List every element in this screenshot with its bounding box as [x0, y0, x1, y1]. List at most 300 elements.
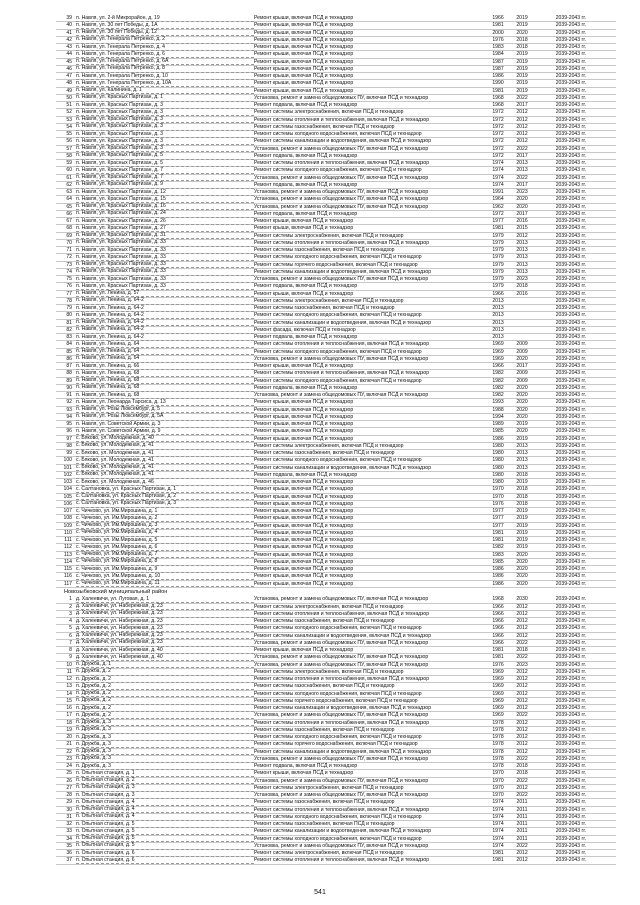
address-cell: п. Опытная станция, д. 6	[76, 857, 254, 864]
last-repair-year-cell: 2011	[516, 799, 528, 806]
work-type-cell: Ремонт системы электроснабжения, включая ПСД и технадзор	[254, 784, 404, 791]
work-type-cell: Ремонт крыши, включая ПСД и технадзор	[254, 479, 354, 485]
construction-year-cell: 1991	[492, 189, 504, 195]
last-repair-year-cell: 2012	[516, 850, 528, 856]
row-number: 64	[66, 196, 72, 203]
row-number: 43	[66, 44, 72, 50]
last-repair-year-cell: 2013	[516, 167, 528, 174]
table-body-top	[56, 15, 616, 588]
row-number: 74	[66, 268, 72, 275]
address-cell: п. Навля, ул. 30 лет Победы, д. 12	[76, 29, 254, 36]
row-number: 66	[66, 210, 72, 217]
last-repair-year-cell: 2015	[516, 225, 528, 232]
row-number: 86	[66, 355, 72, 362]
planned-period-cell: 2039-2043 гг.	[555, 428, 586, 435]
last-repair-year-cell: 2022	[516, 654, 528, 661]
row-number: 75	[66, 276, 72, 282]
planned-period-cell: 2039-2043 гг.	[555, 145, 586, 152]
address-cell: п. Навля, ул. Ленина, д. 68	[76, 377, 254, 384]
planned-period-cell: 2039-2043 гг.	[555, 661, 586, 668]
construction-year-cell: 1986	[492, 435, 504, 442]
planned-period-cell: 2039-2043 гг.	[555, 500, 586, 507]
construction-year-cell: 1972	[492, 138, 504, 145]
address-cell: п. Навля, ул. Красных Партизан, д. 15	[76, 196, 254, 203]
last-repair-year-cell: 2012	[516, 705, 528, 711]
row-number: 85	[66, 348, 72, 355]
planned-period-cell: 2039-2043 гг.	[555, 508, 586, 514]
work-type-cell: Ремонт системы холодного водоснабжения, включая ПСД и технадзор	[254, 348, 422, 355]
address-cell: с. Чичково, ул. Им.Мирошина, д. 11	[76, 580, 254, 587]
construction-year-cell: 1978	[492, 726, 504, 733]
construction-year-cell: 1976	[492, 661, 504, 668]
row-number: 88	[66, 370, 72, 377]
planned-period-cell: 2039-2043 гг.	[555, 835, 586, 842]
last-repair-year-cell: 2017	[516, 102, 528, 108]
planned-period-cell: 2039-2043 гг.	[555, 618, 586, 624]
work-type-cell: Ремонт системы отопления и теплоснабжения, включая ПСД и технадзор	[254, 160, 430, 166]
construction-year-cell: 1989	[492, 421, 504, 427]
work-type-cell: Ремонт системы канализации и водоотведения, включая ПСД и технадзор	[254, 319, 432, 326]
work-type-cell: Ремонт подвала, включая ПСД и технадзор	[254, 102, 358, 108]
row-number: 106	[63, 500, 72, 507]
address-cell: п. Навля, ул. Ленина, д. 64-2	[76, 312, 254, 319]
row-number: 55	[66, 131, 72, 137]
construction-year-cell: 1972	[492, 109, 504, 116]
row-number: 45	[66, 58, 72, 65]
work-type-cell: Ремонт крыши, включая ПСД и технадзор	[254, 770, 354, 777]
address-cell: п. Дружба, д. 3	[76, 719, 254, 726]
address-cell: п. Навля, ул. Советской Армии, д. 3	[76, 421, 254, 428]
construction-year-cell: 1969	[492, 712, 504, 719]
planned-period-cell: 2039-2043 гг.	[555, 254, 586, 261]
planned-period-cell: 2039-2043 гг.	[555, 741, 586, 748]
address-cell: п. Навля, ул. Красных Партизан, д. 33	[76, 247, 254, 254]
planned-period-cell: 2039-2043 гг.	[555, 123, 586, 130]
construction-year-cell: 1968	[492, 94, 504, 101]
row-number: 81	[66, 319, 72, 326]
work-type-cell: Ремонт крыши, включая ПСД и технадзор	[254, 51, 354, 58]
construction-year-cell: 2013	[492, 319, 504, 326]
row-number: 62	[66, 181, 72, 188]
work-type-cell: Ремонт системы холодного водоснабжения, включая ПСД и технадзор	[254, 690, 422, 697]
address-cell: п. Опытная станция, д. 1	[76, 770, 254, 777]
address-cell: д. Халеевичи, ул. Набережная, д. 23	[76, 625, 254, 632]
work-type-cell: Ремонт системы канализации и водоотведения, включая ПСД и технадзор	[254, 828, 432, 835]
work-type-cell: Ремонт системы горячего водоснабжения, включая ПСД и технадзор	[254, 261, 418, 268]
address-cell: п. Дружба, д. 2	[76, 690, 254, 697]
construction-year-cell: 1985	[492, 558, 504, 565]
construction-year-cell: 1987	[492, 58, 504, 65]
row-number: 82	[66, 326, 72, 333]
planned-period-cell: 2039-2043 гг.	[555, 174, 586, 181]
last-repair-year-cell: 2019	[516, 522, 528, 529]
construction-year-cell: 1983	[492, 44, 504, 50]
work-type-cell: Ремонт системы канализации и водоотведения, включая ПСД и технадзор	[254, 464, 432, 471]
row-number: 7	[69, 639, 72, 646]
last-repair-year-cell: 2011	[516, 821, 528, 827]
work-type-cell: Ремонт системы отопления и теплоснабжения, включая ПСД и технадзор	[254, 806, 430, 813]
planned-period-cell: 2039-2043 гг.	[555, 734, 586, 740]
address-cell: п. Навля, ул. Генерала Петренко, д. 2	[76, 36, 254, 43]
work-type-cell: Ремонт фасада, включая ПСД и технадзор	[254, 326, 356, 333]
construction-year-cell: 1983	[492, 551, 504, 558]
work-type-cell: Установка, ремонт и замена общедомовых ПУ, включая ПСД и технадзор	[254, 392, 429, 398]
construction-year-cell: 1977	[492, 522, 504, 529]
planned-period-cell: 2039-2043 гг.	[555, 116, 586, 123]
address-cell: д. Халеевичи, ул. Набережная, д. 23	[76, 603, 254, 610]
work-type-cell: Ремонт системы электроснабжения, включая ПСД и технадзор	[254, 850, 404, 856]
planned-period-cell: 2039-2043 гг.	[555, 544, 586, 551]
last-repair-year-cell: 2009	[516, 377, 528, 384]
address-cell: п. Дружба, д. 2	[76, 705, 254, 712]
last-repair-year-cell: 2011	[516, 828, 528, 835]
row-number: 98	[66, 442, 72, 449]
address-cell: п. Дружба, д. 3	[76, 734, 254, 741]
address-cell: с. Бяково, ул. Молодежная, д. 40	[76, 435, 254, 442]
planned-period-cell: 2039-2043 гг.	[555, 697, 586, 704]
planned-period-cell: 2039-2043 гг.	[555, 247, 586, 253]
address-cell: п. Навля, ул. Генерала Петренко, д. 6А	[76, 58, 254, 65]
planned-period-cell: 2039-2043 гг.	[555, 850, 586, 856]
construction-year-cell: 1970	[492, 770, 504, 777]
row-number: 84	[66, 341, 72, 348]
row-number: 117	[63, 580, 72, 587]
construction-year-cell: 2013	[492, 326, 504, 333]
construction-year-cell: 1974	[492, 835, 504, 842]
work-type-cell: Ремонт системы канализации и водоотведения, включая ПСД и технадзор	[254, 138, 432, 145]
address-cell: д. Халеевичи, ул. Набережная, д. 23	[76, 632, 254, 639]
last-repair-year-cell: 2018	[516, 500, 528, 507]
planned-period-cell: 2039-2043 гг.	[555, 726, 586, 733]
last-repair-year-cell: 2022	[516, 792, 528, 798]
address-cell: с. Чичково, ул. Им.Мирошина, д. 9	[76, 566, 254, 573]
work-type-cell: Установка, ремонт и замена общедомовых ПУ, включая ПСД и технадзор	[254, 189, 429, 195]
last-repair-year-cell: 2020	[516, 355, 528, 362]
row-number: 51	[66, 102, 72, 108]
planned-period-cell: 2039-2043 гг.	[555, 51, 586, 58]
last-repair-year-cell: 2018	[516, 770, 528, 777]
construction-year-cell: 1970	[492, 486, 504, 493]
address-cell: с. Чичково, ул. Им.Мирошина, д. 6	[76, 544, 254, 551]
work-type-cell: Ремонт системы канализации и водоотведения, включая ПСД и технадзор	[254, 748, 432, 755]
address-cell: с. Чичково, ул. Им.Мирошина, д. 7	[76, 551, 254, 558]
last-repair-year-cell: 2018	[516, 36, 528, 43]
planned-period-cell: 2039-2043 гг.	[555, 828, 586, 835]
planned-period-cell: 2039-2043 гг.	[555, 276, 586, 282]
planned-period-cell: 2039-2043 гг.	[555, 15, 586, 21]
work-type-cell: Ремонт крыши, включая ПСД и технадзор	[254, 508, 354, 514]
row-number: 8	[69, 647, 72, 653]
planned-period-cell: 2039-2043 гг.	[555, 22, 586, 29]
address-cell: п. Навля, ул. Красных Партизан, д. 5	[76, 152, 254, 159]
last-repair-year-cell: 2011	[516, 813, 528, 820]
address-cell: с. Бяково, ул. Молодежная, д. 41	[76, 450, 254, 457]
address-cell: с. Чичково, ул. Им.Мирошина, д. 8	[76, 558, 254, 565]
address-cell: п. Опытная станция, д. 3	[76, 784, 254, 791]
address-cell: п. Навля, ул. Красных Партизан, д. 3	[76, 131, 254, 138]
address-cell: с. Салтановка, ул. Красных Партизан, д. 3	[76, 500, 254, 507]
work-type-cell: Ремонт подвала, включая ПСД и технадзор	[254, 471, 358, 478]
construction-year-cell: 1974	[492, 806, 504, 813]
construction-year-cell: 1974	[492, 799, 504, 806]
address-cell: п. Навля, ул. Красных Партизан, д. 24	[76, 210, 254, 217]
work-type-cell: Ремонт крыши, включая ПСД и технадзор	[254, 435, 354, 442]
last-repair-year-cell: 2019	[516, 529, 528, 536]
planned-period-cell: 2039-2043 гг.	[555, 493, 586, 500]
address-cell: п. Дружба, д. 3	[76, 755, 254, 762]
address-cell: п. Навля, ул. Красных Партизан, д. 3	[76, 138, 254, 145]
row-number: 50	[66, 94, 72, 101]
construction-year-cell: 1972	[492, 116, 504, 123]
planned-period-cell: 2039-2043 гг.	[555, 522, 586, 529]
address-cell: п. Опытная станция, д. 4	[76, 799, 254, 806]
planned-period-cell: 2039-2043 гг.	[555, 471, 586, 478]
work-type-cell: Ремонт крыши, включая ПСД и технадзор	[254, 290, 354, 297]
address-cell: п. Навля, ул. Красных Партизан, д. 33	[76, 261, 254, 268]
row-number: 30	[66, 806, 72, 813]
address-cell: п. Навля, ул. Советской Армии, д. 9	[76, 428, 254, 435]
construction-year-cell: 1978	[492, 741, 504, 748]
work-type-cell: Ремонт подвала, включая ПСД и технадзор	[254, 152, 358, 159]
row-number: 47	[66, 73, 72, 79]
planned-period-cell: 2039-2043 гг.	[555, 44, 586, 50]
address-cell: п. Навля, ул. 2-й Микрорайон, д. 19	[76, 15, 254, 22]
row-number: 101	[63, 464, 72, 471]
work-type-cell: Установка, ремонт и замена общедомовых ПУ, включая ПСД и технадзор	[254, 174, 429, 181]
row-number: 21	[66, 741, 72, 748]
work-type-cell: Ремонт системы газоснабжения, включая ПСД и технадзор	[254, 123, 395, 130]
row-number: 5	[69, 625, 72, 632]
address-cell: д. Халеевичи, ул. Луговая, д. 1	[76, 596, 254, 603]
row-number: 57	[66, 145, 72, 152]
construction-year-cell: 1974	[492, 167, 504, 174]
planned-period-cell: 2039-2043 гг.	[555, 261, 586, 268]
planned-period-cell: 2039-2043 гг.	[555, 196, 586, 203]
address-cell: п. Навля, ул. Ленина, д. 64	[76, 341, 254, 348]
planned-period-cell: 2039-2043 гг.	[555, 625, 586, 632]
planned-period-cell: 2039-2043 гг.	[555, 131, 586, 137]
planned-period-cell: 2039-2043 гг.	[555, 312, 586, 319]
work-type-cell: Ремонт крыши, включая ПСД и технадзор	[254, 537, 354, 543]
work-type-cell: Ремонт крыши, включая ПСД и технадзор	[254, 406, 354, 413]
table-body-bottom	[56, 596, 616, 864]
planned-period-cell: 2039-2043 гг.	[555, 399, 586, 406]
row-number: 109	[63, 522, 72, 529]
last-repair-year-cell: 2009	[516, 370, 528, 377]
planned-period-cell: 2039-2043 гг.	[555, 639, 586, 646]
construction-year-cell: 1986	[492, 573, 504, 580]
address-cell: с. Чичково, ул. Им.Мирошина, д. 3	[76, 522, 254, 529]
work-type-cell: Ремонт системы электроснабжения, включая ПСД и технадзор	[254, 668, 404, 675]
last-repair-year-cell: 2020	[516, 196, 528, 203]
last-repair-year-cell: 2020	[516, 29, 528, 36]
row-number: 114	[63, 558, 72, 565]
last-repair-year-cell: 2012	[516, 784, 528, 791]
planned-period-cell: 2039-2043 гг.	[555, 29, 586, 36]
planned-period-cell: 2039-2043 гг.	[555, 239, 586, 246]
construction-year-cell: 1976	[492, 500, 504, 507]
last-repair-year-cell: 2019	[516, 544, 528, 551]
last-repair-year-cell: 2017	[516, 181, 528, 188]
row-number: 10	[66, 661, 72, 668]
construction-year-cell: 1981	[492, 87, 504, 94]
last-repair-year-cell: 2020	[516, 573, 528, 580]
row-number: 60	[66, 167, 72, 174]
work-type-cell: Ремонт крыши, включая ПСД и технадзор	[254, 87, 354, 94]
work-type-cell: Ремонт системы горячего водоснабжения, включая ПСД и технадзор	[254, 697, 418, 704]
planned-period-cell: 2039-2043 гг.	[555, 676, 586, 682]
address-cell: с. Чичково, ул. Им.Мирошина, д. 10	[76, 573, 254, 580]
last-repair-year-cell: 2020	[516, 428, 528, 435]
row-number: 34	[66, 835, 72, 842]
construction-year-cell: 1978	[492, 763, 504, 769]
work-type-cell: Ремонт системы холодного водоснабжения, включая ПСД и технадзор	[254, 254, 422, 261]
last-repair-year-cell: 2018	[516, 763, 528, 769]
work-type-cell: Ремонт крыши, включая ПСД и технадзор	[254, 80, 354, 87]
row-number: 28	[66, 792, 72, 798]
construction-year-cell: 1976	[492, 36, 504, 43]
planned-period-cell: 2039-2043 гг.	[555, 377, 586, 384]
last-repair-year-cell: 2022	[516, 145, 528, 152]
construction-year-cell: 1969	[492, 355, 504, 362]
planned-period-cell: 2039-2043 гг.	[555, 486, 586, 493]
last-repair-year-cell: 2019	[516, 80, 528, 87]
planned-period-cell: 2039-2043 гг.	[555, 712, 586, 719]
last-repair-year-cell: 2013	[516, 268, 528, 275]
work-type-cell: Ремонт крыши, включая ПСД и технадзор	[254, 428, 354, 435]
last-repair-year-cell: 2017	[516, 210, 528, 217]
work-type-cell: Ремонт системы отопления и теплоснабжения, включая ПСД и технадзор	[254, 239, 430, 246]
planned-period-cell: 2039-2043 гг.	[555, 435, 586, 442]
construction-year-cell: 1981	[492, 850, 504, 856]
last-repair-year-cell: 2012	[516, 719, 528, 726]
planned-period-cell: 2039-2043 гг.	[555, 189, 586, 195]
last-repair-year-cell: 2020	[516, 203, 528, 210]
address-cell: п. Навля, ул. Красных Партизан, д. 7	[76, 167, 254, 174]
row-number: 40	[66, 22, 72, 29]
last-repair-year-cell: 2019	[516, 22, 528, 29]
planned-period-cell: 2039-2043 гг.	[555, 421, 586, 427]
address-cell: п. Навля, ул. Калинина, д. 1	[76, 87, 254, 94]
row-number: 61	[66, 174, 72, 181]
planned-period-cell: 2039-2043 гг.	[555, 647, 586, 653]
last-repair-year-cell: 2013	[516, 239, 528, 246]
work-type-cell: Ремонт системы горячего водоснабжения, включая ПСД и технадзор	[254, 741, 418, 748]
planned-period-cell: 2039-2043 гг.	[555, 341, 586, 348]
last-repair-year-cell: 2022	[516, 639, 528, 646]
construction-year-cell: 1969	[492, 676, 504, 682]
work-type-cell: Ремонт системы газоснабжения, включая ПСД и технадзор	[254, 618, 395, 624]
work-type-cell: Ремонт системы холодного водоснабжения, включая ПСД и технадзор	[254, 377, 422, 384]
row-number: 103	[63, 479, 72, 485]
work-type-cell: Установка, ремонт и замена общедомовых ПУ, включая ПСД и технадзор	[254, 842, 429, 849]
row-number: 22	[66, 748, 72, 755]
work-type-cell: Ремонт подвала, включая ПСД и технадзор	[254, 334, 358, 340]
last-repair-year-cell: 2012	[516, 109, 528, 116]
last-repair-year-cell: 2012	[516, 232, 528, 239]
construction-year-cell: 1970	[492, 777, 504, 784]
last-repair-year-cell: 2012	[516, 857, 528, 864]
construction-year-cell: 1980	[492, 442, 504, 449]
work-type-cell: Ремонт системы канализации и водоотведения, включая ПСД и технадзор	[254, 268, 432, 275]
planned-period-cell: 2039-2043 гг.	[555, 558, 586, 565]
last-repair-year-cell: 2009	[516, 341, 528, 348]
address-cell: п. Навля, ул. Ленина, д. 64-2	[76, 297, 254, 304]
work-type-cell: Ремонт крыши, включая ПСД и технадзор	[254, 225, 354, 232]
construction-year-cell: 1966	[492, 15, 504, 21]
work-type-cell: Ремонт системы холодного водоснабжения, включая ПСД и технадзор	[254, 167, 422, 174]
planned-period-cell: 2039-2043 гг.	[555, 806, 586, 813]
row-number: 19	[66, 726, 72, 733]
work-type-cell: Установка, ремонт и замена общедомовых ПУ, включая ПСД и технадзор	[254, 792, 429, 798]
address-cell: п. Навля, ул. Красных Партизан, д. 12	[76, 189, 254, 196]
last-repair-year-cell: 2012	[516, 697, 528, 704]
last-repair-year-cell: 2012	[516, 618, 528, 624]
planned-period-cell: 2039-2043 гг.	[555, 551, 586, 558]
address-cell: п. Навля, ул. Красных Партизан, д. 16	[76, 203, 254, 210]
planned-period-cell: 2039-2043 гг.	[555, 529, 586, 536]
last-repair-year-cell: 2016	[516, 290, 528, 297]
planned-period-cell: 2039-2043 гг.	[555, 632, 586, 639]
row-number: 33	[66, 828, 72, 835]
planned-period-cell: 2039-2043 гг.	[555, 603, 586, 610]
work-type-cell: Ремонт системы холодного водоснабжения, включая ПСД и технадзор	[254, 835, 422, 842]
last-repair-year-cell: 2022	[516, 712, 528, 719]
row-number: 13	[66, 683, 72, 690]
construction-year-cell: 1994	[492, 413, 504, 420]
row-number: 9	[69, 654, 72, 661]
construction-year-cell: 1969	[492, 668, 504, 675]
address-cell: п. Навля, ул. Генерала Петренко, д. 4	[76, 44, 254, 51]
address-cell: п. Навля, ул. Красных Партизан, д. 33	[76, 268, 254, 275]
row-number: 67	[66, 218, 72, 224]
construction-year-cell: 1978	[492, 755, 504, 762]
row-number: 44	[66, 51, 72, 58]
last-repair-year-cell: 2019	[516, 508, 528, 514]
address-cell: п. Навля, ул. Генерала Петренко, д. 8	[76, 65, 254, 72]
planned-period-cell: 2039-2043 гг.	[555, 457, 586, 464]
construction-year-cell: 1962	[492, 203, 504, 210]
planned-period-cell: 2039-2043 гг.	[555, 65, 586, 72]
row-number: 42	[66, 36, 72, 43]
address-cell: с. Бяково, ул. Молодежная, д. 41	[76, 457, 254, 464]
planned-period-cell: 2039-2043 гг.	[555, 167, 586, 174]
work-type-cell: Ремонт крыши, включая ПСД и технадзор	[254, 647, 354, 653]
construction-year-cell: 1985	[492, 428, 504, 435]
last-repair-year-cell: 2023	[516, 189, 528, 195]
planned-period-cell: 2039-2043 гг.	[555, 363, 586, 369]
construction-year-cell: 2013	[492, 297, 504, 304]
planned-period-cell: 2039-2043 гг.	[555, 821, 586, 827]
construction-year-cell: 1972	[492, 131, 504, 137]
construction-year-cell: 1974	[492, 842, 504, 849]
address-cell: п. Навля, ул. Ленина, д. 64-2	[76, 305, 254, 312]
address-cell: п. Дружба, д. 3	[76, 741, 254, 748]
work-type-cell: Установка, ремонт и замена общедомовых ПУ, включая ПСД и технадзор	[254, 355, 429, 362]
address-cell: п. Навля, ул. Красных Партизан, д. 33	[76, 283, 254, 290]
row-number: 32	[66, 821, 72, 827]
row-number: 113	[63, 551, 72, 558]
work-type-cell: Ремонт крыши, включая ПСД и технадзор	[254, 544, 354, 551]
planned-period-cell: 2039-2043 гг.	[555, 777, 586, 784]
construction-year-cell: 1977	[492, 515, 504, 522]
work-type-cell: Установка, ремонт и замена общедомовых ПУ, включая ПСД и технадзор	[254, 639, 429, 646]
last-repair-year-cell: 2019	[516, 421, 528, 427]
address-cell: д. Халеевичи, ул. Набережная, д. 23	[76, 639, 254, 646]
work-type-cell: Ремонт системы холодного водоснабжения, включая ПСД и технадзор	[254, 625, 422, 632]
row-number: 77	[66, 290, 72, 297]
work-type-cell: Ремонт системы холодного водоснабжения, включая ПСД и технадзор	[254, 131, 422, 137]
